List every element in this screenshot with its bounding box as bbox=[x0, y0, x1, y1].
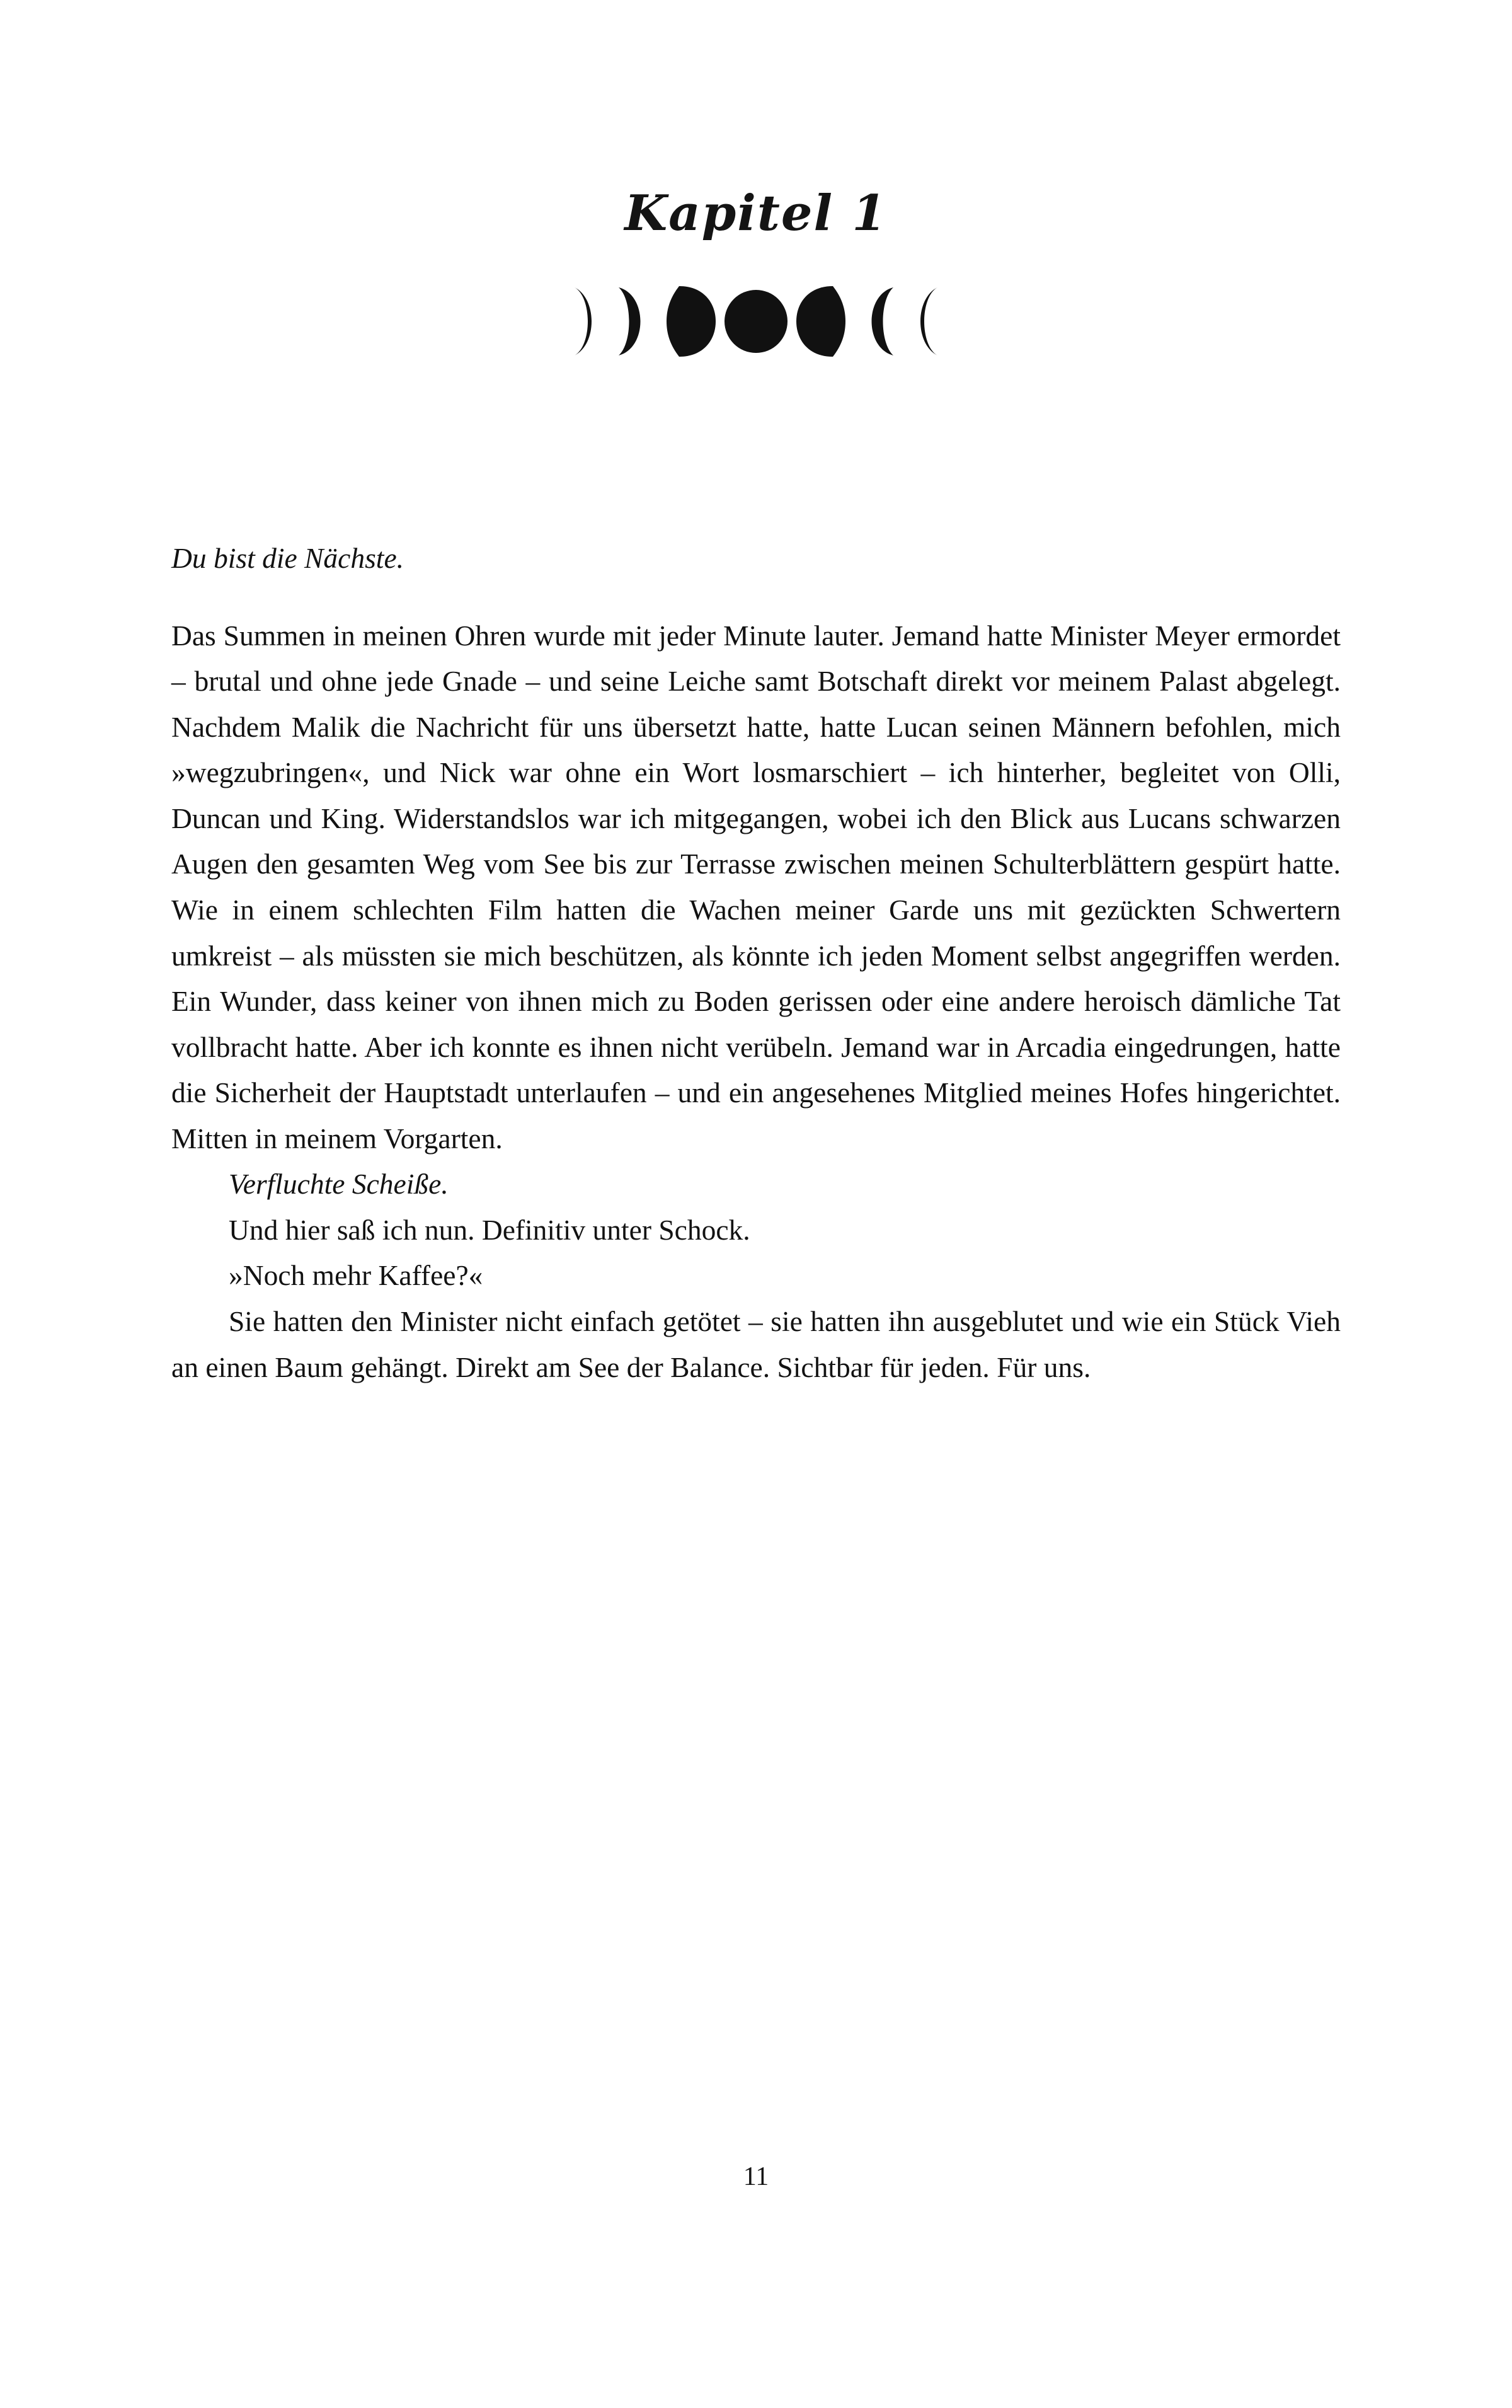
epigraph-line: Du bist die Nächste. bbox=[171, 542, 404, 574]
moon-full-icon bbox=[723, 285, 789, 358]
page-number: 11 bbox=[743, 2162, 769, 2191]
moon-crescent-2-icon bbox=[614, 285, 658, 358]
paragraph-4: »Noch mehr Kaffee?« bbox=[229, 1259, 483, 1292]
page-content bbox=[171, 0, 1341, 2408]
moon-crescent-1-icon bbox=[571, 285, 607, 358]
paragraph-3: Und hier saß ich nun. Definitiv unter Schock. bbox=[229, 1213, 750, 1246]
moon-gibbous-1-icon bbox=[664, 285, 717, 358]
paragraph-1: Das Summen in meinen Ohren wurde mit jeder Minute lauter. Jemand hatte Minister Meyer ermordet – brutal und ohne jede Gnade – und seine Leiche samt Botschaft direkt vor meinem Palast abgelegt. Nachdem Malik die Nachricht für uns übersetzt hatte, hatte Lucan seinen Männern befohlen, mich »wegzubringen«, und Nick war ohne ein Wort losmarschiert – ich hinterher, begleitet von Olli, Duncan und King. Widerstandslos war ich mitgegangen, wobei ich den Blick aus Lucans schwarzen Augen den gesamten Weg vom See bis zur Terrasse zwischen meinen Schulterblättern gespürt hatte. Wie in einem schlechten Film hatten die Wachen meiner Garde uns mit gezückten Schwertern umkreist – als müssten sie mich beschützen, als könnte ich jeden Moment selbst angegriffen werden. Ein Wunder, dass keiner von ihnen mich zu Boden gerissen oder eine andere heroisch dämliche Tat vollbracht hatte. Aber ich konnte es ihnen nicht verübeln. Jemand war in Arcadia eingedrungen, hatte die Sicherheit der Hauptstadt unterlaufen – und ein angesehenes Mitglied meines Hofes hingerichtet. Mitten in meinem Vorgarten. bbox=[171, 619, 1341, 1155]
chapter-body bbox=[171, 536, 1341, 1390]
moon-phases-ornament bbox=[171, 277, 1341, 366]
paragraph-5: Sie hatten den Minister nicht einfach getötet – sie hatten ihn ausgeblutet und wie ein Stück Vieh an einen Baum gehängt. Direkt am See der Balance. Sichtbar für jeden. Für uns. bbox=[171, 1305, 1341, 1383]
moon-crescent-3-icon bbox=[854, 285, 898, 358]
page-title: Kapitel 1 bbox=[624, 185, 888, 242]
moon-gibbous-2-icon bbox=[795, 285, 848, 358]
paragraph-2: Verfluchte Scheiße. bbox=[229, 1168, 449, 1201]
moon-crescent-4-icon bbox=[905, 285, 941, 358]
